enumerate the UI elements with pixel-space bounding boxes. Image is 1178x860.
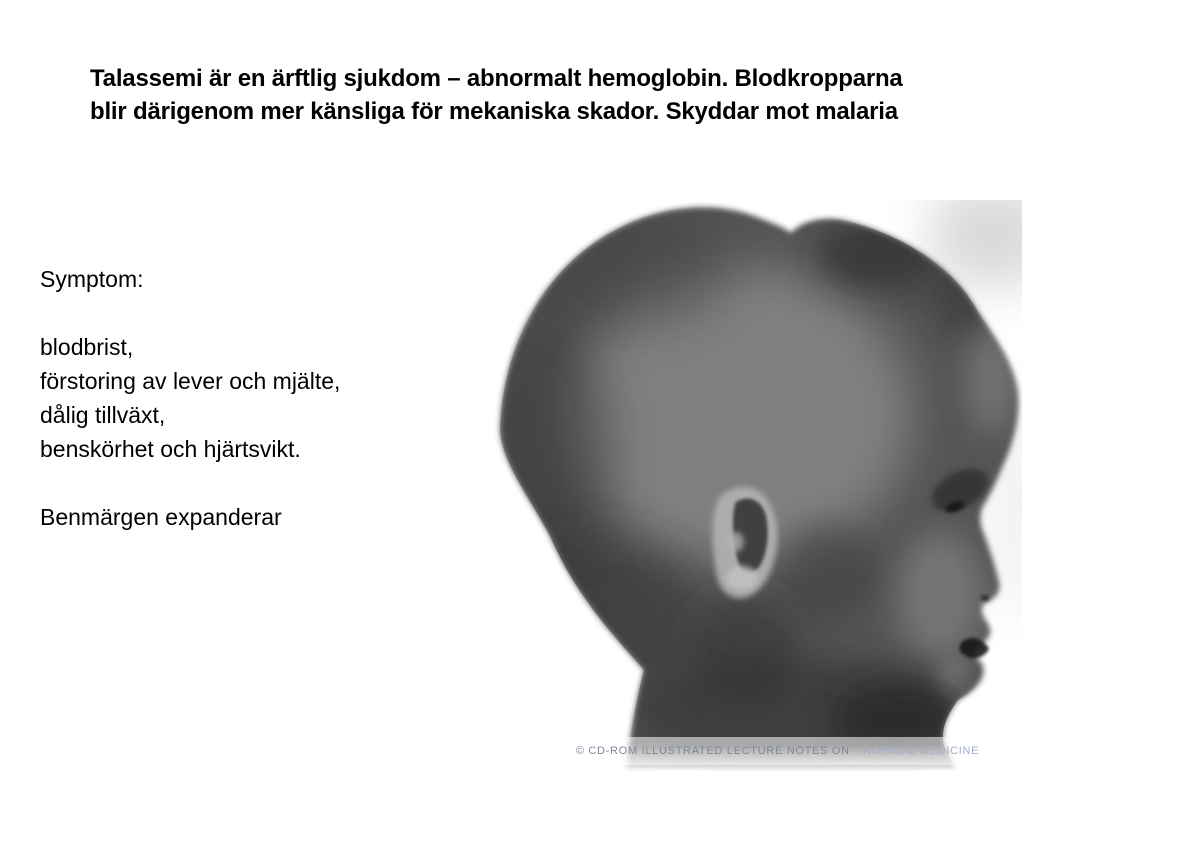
symptom-line-growth: dålig tillväxt, [40,402,166,428]
symptom-line-anemia: blodbrist, [40,334,134,360]
symptoms-heading: Symptom: [40,266,144,292]
symptom-spacer [40,296,340,330]
symptom-line-liver-spleen: förstoring av lever och mjälte, [40,368,341,394]
child-head-photo [492,200,1022,772]
symptom-line-bone-marrow: Benmärgen expanderar [40,504,282,530]
slide-title [90,62,903,128]
caption-text: © CD-ROM ILLUSTRATED LECTURE NOTES ON [575,745,850,757]
title-line-2: blir därigenom mer känsliga för mekaniska skador. Skyddar mot malaria [90,98,898,125]
title-line-1: Talassemi är en ärftlig sjukdom – abnormalt hemoglobin. Blodkropparna [90,65,903,92]
symptom-list [40,262,340,534]
nostril-shape [981,595,989,601]
symptom-spacer [40,466,340,500]
symptom-line-bones-heart: benskörhet och hjärtsvikt. [40,436,301,462]
photo-figure [492,200,1022,772]
caption-text-secondary: TROPICAL MEDICINE [855,745,980,757]
photo-caption [540,737,1015,765]
